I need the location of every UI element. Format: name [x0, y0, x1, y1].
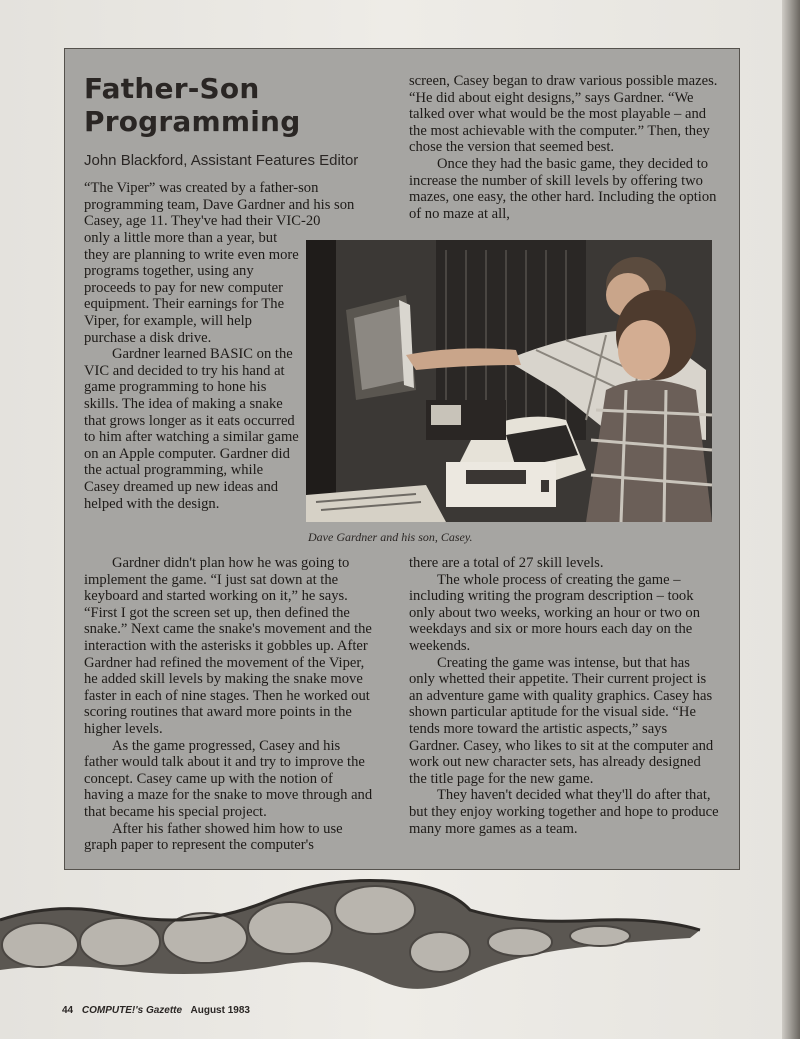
paragraph: Creating the game was intense, but that has only whetted their appetite. Their current project is an adventure game with quality graphics. Casey has shown particular aptitude for the visual side. “He tends more toward the artistic aspects,” says Gardner. Casey, who likes to sit at the computer and work out new character sets, has already designed the title page for the new game.	[409, 654, 714, 787]
paragraph: As the game progressed, Casey and his father would talk about it and try to improve the concept. Casey came up with the notion of having a maze for the snake to move through and that became his special project.	[84, 737, 373, 820]
article-byline: John Blackford, Assistant Features Editor	[84, 152, 359, 169]
snake-illustration	[0, 870, 784, 1010]
paragraph: After his father showed him how to use graph paper to represent the computer's	[84, 820, 343, 854]
paragraph: The whole process of creating the game – including writing the program description – took only about two weeks, working an hour or two on weekdays and six or more hours each day on the weekends.	[409, 571, 701, 654]
paragraph: screen, Casey began to draw various possible mazes. “He did about eight designs,” says Gardner. “We talked over what would be the most playable – and the most achievable with the computer.” Then, they chose the version that seemed best.	[409, 73, 718, 156]
photo-father-and-son	[306, 240, 712, 522]
photo-illustration	[306, 240, 712, 522]
page-number: 44	[62, 1005, 74, 1016]
left-column-top	[84, 180, 374, 230]
right-column-bottom	[409, 555, 719, 837]
issue-date: August 1983	[190, 1005, 250, 1016]
page-binding-shadow	[782, 0, 800, 1039]
paragraph: Gardner didn't plan how he was going to implement the game. “I just sat down at the keyboard and started working on it,” he says. “First I got the screen set up, then defined the snake.” Next came the snake's movement and the interaction with the asterisks it gobbles up. After Gardner had refined the movement of the Viper, he added skill levels by making the snake move faster in each of nine stages. Then he worked out scoring routines that award more points in the higher levels.	[84, 555, 372, 737]
photo-caption: Dave Gardner and his son, Casey.	[308, 530, 473, 544]
paragraph: They haven't decided what they'll do after that, but they enjoy working together and hope to produce many more games as a team.	[409, 787, 719, 837]
article-title	[84, 72, 374, 138]
magazine-name: COMPUTE!'s Gazette	[81, 1005, 183, 1016]
left-column-bottom	[84, 555, 374, 854]
right-column-top	[409, 73, 719, 222]
paragraph: Gardner learned BASIC on the VIC and decided to try his hand at game programming to hone his skills. The idea of making a snake that grows longer as it eats occurred to him after watching a similar game on an Apple computer. Gardner did the actual programming, while Casey dreamed up new ideas and helped with the design.	[84, 346, 299, 512]
paragraph: Once they had the basic game, they decided to increase the number of skill levels by offering two mazes, one easy, the other hard. Including the option of no maze at all,	[409, 155, 717, 222]
page-footer	[62, 1005, 256, 1016]
article-title-line-1: Father-Son	[84, 72, 260, 105]
paragraph: there are a total of 27 skill levels.	[409, 555, 604, 571]
paragraph: only a little more than a year, but they are planning to write even more programs together, using any proceeds to pay for new computer equipment. Their earnings for The Viper, for example, will help purchase a disk drive.	[84, 230, 299, 346]
article-title-line-2: Programming	[84, 105, 301, 138]
left-column-beside-photo	[84, 230, 300, 512]
paragraph: “The Viper” was created by a father-son programming team, Dave Gardner and his son Casey, age 11. They've had their VIC-20	[84, 180, 355, 230]
article-header	[84, 72, 374, 169]
